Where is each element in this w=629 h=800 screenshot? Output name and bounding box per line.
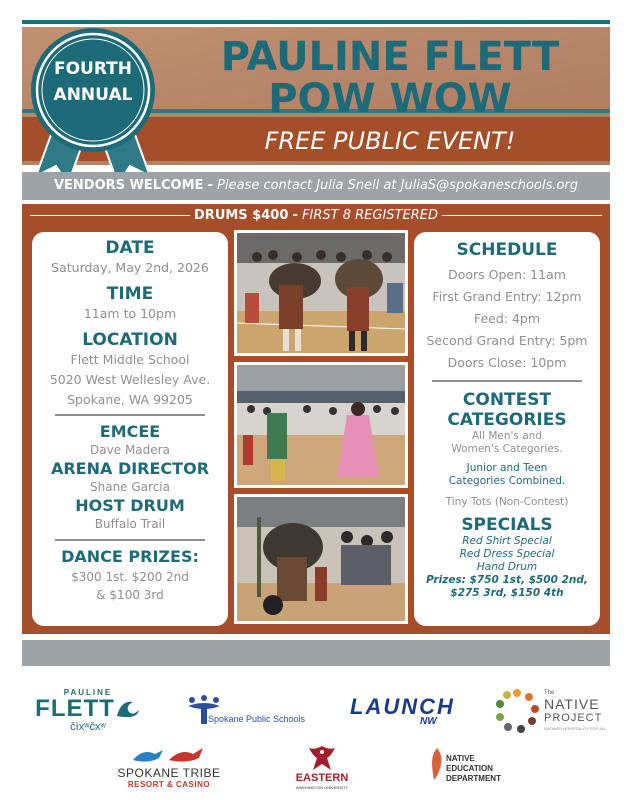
eastern-sub: WASHINGTON UNIVERSITY (295, 785, 349, 790)
native-project-logo (494, 686, 606, 738)
location-line2: 5020 West Wellesley Ave. (49, 372, 211, 387)
contest-line1: All Men's and (472, 430, 542, 442)
eagle-icon (307, 744, 337, 772)
dance-prizes-heading: DANCE PRIZES: (61, 547, 199, 566)
spokane-tribe-logo (110, 744, 228, 794)
location-line3: Spokane, WA 99205 (67, 392, 193, 407)
feather-icon (428, 746, 446, 782)
native-project-small: The (544, 690, 555, 696)
schedule-item: First Grand Entry: 12pm (432, 289, 582, 304)
dance-prizes-line2: & $100 3rd (96, 588, 164, 602)
schedule-item: Second Grand Entry: 5pm (426, 333, 588, 348)
badge-line2: ANNUAL (53, 85, 133, 105)
contest-line2: Women's Categories. (451, 443, 563, 455)
location-heading: LOCATION (82, 330, 178, 350)
drums-separator: - (292, 208, 298, 223)
tiny-tots: Tiny Tots (Non-Contest) (445, 496, 569, 508)
divider (432, 380, 582, 382)
date-value: Saturday, May 2nd, 2026 (51, 260, 209, 275)
flett-logo-main: FLETT (35, 695, 115, 722)
vendors-bar (22, 172, 610, 200)
horses-icon (129, 744, 209, 766)
date-heading: DATE (105, 238, 155, 258)
time-heading: TIME (106, 284, 154, 304)
schedule-card (414, 232, 600, 626)
schedule-heading: SCHEDULE (456, 240, 558, 260)
host-drum-value: Buffalo Trail (94, 517, 166, 531)
event-title-line1: PAULINE FLETT (220, 34, 560, 80)
contest-heading-line2: CATEGORIES (447, 410, 567, 430)
flett-logo-sub: čìxʷčxʷ (70, 721, 106, 733)
schedule-item: Doors Close: 10pm (447, 355, 567, 370)
arena-director-heading: ARENA DIRECTOR (50, 459, 210, 478)
dance-prizes-line1: $300 1st. $200 2nd (71, 570, 189, 584)
launch-logo-sub: NW (420, 716, 437, 727)
emcee-value: Dave Madera (90, 443, 170, 457)
tribe-line1: SPOKANE TRIBE (117, 766, 221, 780)
specials-prizes-line1: Prizes: $750 1st, $500 2nd, (426, 574, 588, 586)
ned-line3: DEPARTMENT (446, 774, 501, 783)
eastern-main: EASTERN (295, 772, 349, 784)
location-line1: Flett Middle School (70, 352, 190, 367)
wave-icon (115, 698, 141, 720)
dancer-photo-2 (234, 362, 408, 488)
sps-logo-text: Spokane Public Schools (208, 714, 306, 724)
drums-label: DRUMS $400 (194, 208, 289, 223)
badge-line1: FOURTH (53, 59, 133, 79)
vendors-separator: - (207, 178, 213, 193)
ned-line2: EDUCATION (446, 764, 493, 773)
native-education-logo (428, 746, 518, 796)
main-panel (22, 204, 610, 634)
event-details-card (32, 232, 228, 626)
divider (55, 539, 205, 541)
event-title-line2: POW WOW (268, 76, 512, 122)
emcee-heading: EMCEE (99, 422, 161, 441)
schedule-item: Doors Open: 11am (448, 267, 566, 282)
drums-banner (22, 207, 610, 225)
junior-line1: Junior and Teen (466, 462, 548, 474)
native-project-main: NATIVE (544, 696, 600, 712)
footer-grey-bar (22, 640, 610, 666)
specials-heading: SPECIALS (461, 515, 553, 535)
annual-ribbon-badge (26, 26, 160, 186)
time-value: 11am to 10pm (83, 306, 177, 321)
tribe-line2: RESORT & CASINO (127, 780, 211, 789)
flett-logo-top: PAULINE (63, 688, 113, 697)
vendors-contact: Please contact Julia Snell at JuliaS@spokaneschools.org (217, 178, 579, 193)
host-drum-heading: HOST DRUM (75, 496, 185, 515)
header-top-line (22, 20, 610, 24)
drums-detail: FIRST 8 REGISTERED (302, 208, 438, 223)
sps-logo (182, 692, 314, 732)
launch-logo-text: LAUNCH (350, 694, 455, 719)
launch-logo (350, 694, 460, 734)
junior-line2: Categories Combined. (448, 475, 566, 487)
contest-heading-line1: CONTEST (462, 390, 552, 410)
arena-director-value: Shane Garcia (90, 480, 170, 494)
native-project-tag: SHOWER HOSPITALITY FOR ALL (544, 726, 607, 731)
event-title (180, 36, 600, 120)
ned-line1: NATIVE (446, 754, 475, 763)
flett-logo (30, 688, 146, 738)
dancer-photo-1 (234, 230, 408, 356)
vendors-label: VENDORS WELCOME (53, 178, 204, 193)
free-event-subtitle: FREE PUBLIC EVENT! (264, 127, 516, 155)
dancer-photo-3 (234, 494, 408, 624)
circle-dots-icon (494, 688, 540, 734)
eastern-logo (282, 744, 362, 794)
special-item: Red Dress Special (459, 548, 555, 560)
native-project-main2: PROJECT (544, 712, 603, 724)
divider (55, 414, 205, 416)
specials-prizes-line2: $275 3rd, $150 4th (450, 587, 564, 599)
special-item: Red Shirt Special (462, 535, 552, 547)
schedule-item: Feed: 4pm (473, 311, 541, 326)
special-item: Hand Drum (476, 561, 538, 573)
